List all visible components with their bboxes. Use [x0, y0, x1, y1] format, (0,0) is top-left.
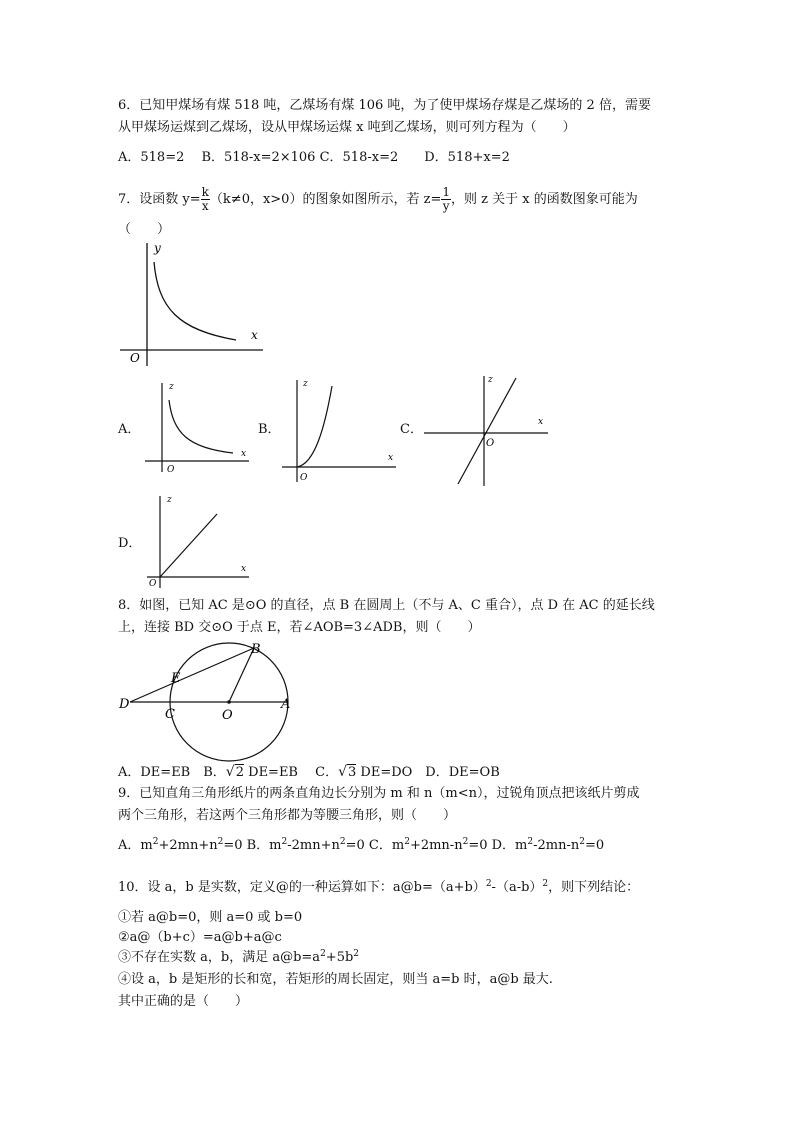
line-c — [458, 378, 516, 484]
q7-frac2-den: y — [442, 199, 450, 213]
q9-text: =0 — [584, 838, 605, 853]
q7-option-c-label: C． — [400, 422, 423, 437]
origin-label: O — [300, 473, 308, 483]
hyperbola-curve — [154, 262, 236, 340]
point-label-d: D — [119, 697, 130, 712]
curve-b — [297, 386, 332, 467]
q6-options: A．518=2 B．518-x=2×106 C．518-x=2 D．518+x=2 — [118, 150, 510, 165]
superscript: 2 — [320, 949, 326, 959]
q7-frac-den: x — [201, 199, 209, 213]
q10-text: +5b — [325, 950, 354, 965]
sqrt3-radicand: 3 — [348, 765, 357, 780]
q7-option-c-graph — [422, 374, 552, 489]
point-label-e: E — [171, 671, 181, 686]
q7-fraction-k-over-x — [201, 186, 210, 213]
q9-text: -2mn+n — [287, 838, 340, 853]
q9-text: =0 B．m — [223, 838, 282, 853]
q7-stem — [118, 186, 638, 213]
q10-line1 — [118, 880, 639, 896]
axis-label-x: x — [388, 453, 394, 463]
q7-option-a-label: A． — [118, 422, 141, 437]
sqrt-sign: √ — [225, 764, 235, 780]
q7-prefix: 7．设函数 y= — [118, 192, 201, 207]
q8-line2: 上，连接 BD 交⊙O 于点 E，若∠AOB=3∠ADB，则（ ） — [118, 620, 481, 635]
q10-statement-3 — [118, 950, 359, 966]
q9-text: =0 C．m — [345, 838, 405, 853]
q7-option-b-graph — [280, 376, 400, 486]
axis-label-x: x — [251, 328, 258, 342]
q8-line1: 8．如图，已知 AC 是⊙O 的直径，点 B 在圆周上（不与 A、C 重合），点 D 在 AC 的延长线 — [118, 598, 655, 613]
superscript: 2 — [579, 837, 585, 847]
q9-text: =0 D．m — [468, 838, 528, 853]
curve-a — [169, 400, 233, 453]
q7-fraction-1-over-y — [441, 186, 451, 213]
q9-text: A．m — [118, 838, 153, 853]
origin-label: O — [149, 579, 157, 589]
line-d — [160, 514, 217, 577]
sqrt2-radicand: 2 — [235, 765, 244, 780]
q10-ending: 其中正确的是（ ） — [118, 994, 249, 1009]
q10-statement-2: ②a@（b+c）=a@b+a@c — [118, 930, 282, 945]
q10-statement-4: ④设 a，b 是矩形的长和宽，若矩形的周长固定，则当 a=b 时，a@b 最大. — [118, 972, 553, 987]
q8-circle-figure — [115, 640, 300, 760]
q7-middle: （k≠0，x>0）的图象如图所示，若 z= — [209, 192, 442, 207]
superscript: 2 — [462, 837, 469, 847]
origin-label: O — [167, 465, 175, 475]
point-label-a: A — [281, 697, 291, 712]
origin-label: O — [486, 438, 495, 449]
q9-text: +2mn-n — [409, 838, 463, 853]
q10-statement-1: ①若 a@b=0，则 a=0 或 b=0 — [118, 910, 303, 925]
superscript: 2 — [339, 837, 346, 847]
superscript: 2 — [217, 837, 224, 847]
axis-label-z: z — [488, 375, 493, 385]
q7-option-b-label: B． — [258, 422, 281, 437]
point-label-c: C — [165, 707, 175, 722]
superscript: 2 — [542, 879, 549, 889]
q7-paren: （ ） — [118, 222, 171, 237]
q8-opt-b-tail: DE=EB C． — [248, 765, 339, 780]
axis-label-y: y — [154, 241, 161, 255]
q9-line2: 两个三角形，若这两个三角形都为等腰三角形，则（ ） — [118, 808, 457, 823]
point-label-o: O — [222, 708, 233, 723]
superscript: 2 — [281, 837, 288, 847]
q6-line2: 从甲煤场运煤到乙煤场，设从甲煤场运煤 x 吨到乙煤场，则可列方程为（ ） — [118, 120, 576, 135]
q7-option-d-graph — [145, 492, 255, 592]
axis-label-x: x — [538, 417, 544, 427]
axis-label-x: x — [241, 564, 247, 574]
superscript: 2 — [527, 837, 534, 847]
axis-label-z: z — [169, 382, 174, 392]
axis-label-z: z — [167, 495, 172, 505]
axis-label-x: x — [241, 449, 247, 459]
q7-frac2-num: 1 — [442, 185, 450, 199]
q7-frac-num: k — [201, 185, 209, 199]
axis-label-z: z — [303, 379, 308, 389]
q8-options — [118, 764, 500, 781]
q10-text: ，则下列结论： — [548, 880, 640, 895]
superscript: 2 — [485, 879, 492, 889]
q9-line1: 9．已知直角三角形纸片的两条直角边长分别为 m 和 n（m<n），过锐角顶点把该纸片剪成 — [118, 786, 640, 801]
center-dot — [227, 700, 231, 704]
q10-text: -（a-b） — [491, 880, 543, 895]
q9-text: -2mn-n — [533, 838, 580, 853]
point-label-b: B — [251, 642, 261, 657]
q9-text: +2mn+n — [158, 838, 218, 853]
origin-label: O — [130, 351, 140, 365]
q7-suffix: ，则 z 关于 x 的函数图象可能为 — [450, 192, 638, 207]
superscript: 2 — [353, 949, 360, 959]
sqrt-sign: √ — [338, 764, 347, 780]
q8-opt-a: A．DE=EB B． — [118, 765, 226, 780]
q10-text: ③不存在实数 a，b，满足 a@b=a — [118, 950, 321, 965]
superscript: 2 — [404, 837, 410, 847]
q7-option-d-label: D． — [118, 536, 142, 551]
superscript: 2 — [152, 837, 159, 847]
q10-text: 10．设 a，b 是实数，定义@的一种运算如下：a@b=（a+b） — [118, 880, 486, 895]
q8-opt-c-tail: DE=DO D．DE=OB — [360, 765, 500, 780]
q6-line1: 6．已知甲煤场有煤 518 吨，乙煤场有煤 106 吨，为了使甲煤场存煤是乙煤场的 2 倍，需要 — [118, 98, 651, 113]
q9-options — [118, 838, 604, 854]
q7-main-graph — [118, 238, 268, 368]
q7-option-a-graph — [143, 378, 253, 473]
